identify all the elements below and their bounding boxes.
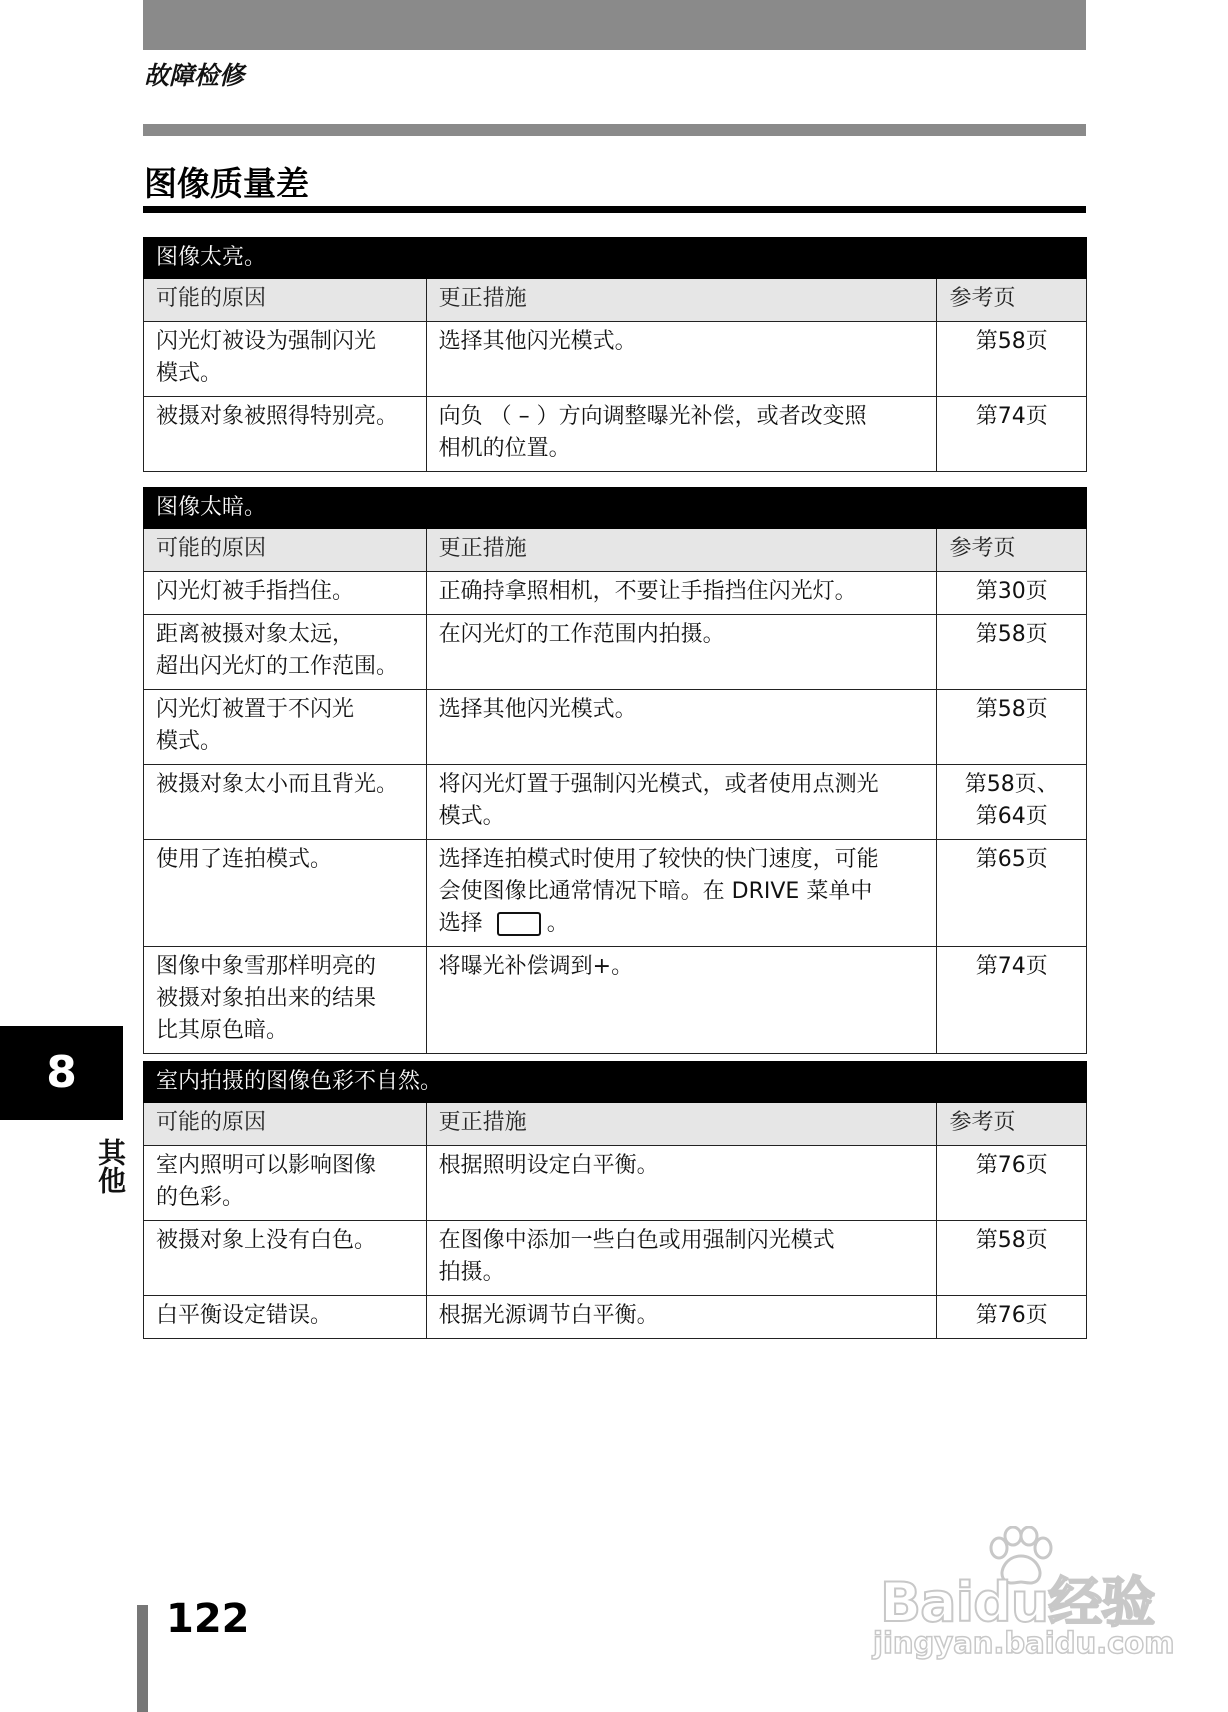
ref-text: 第30页 [975, 579, 1048, 604]
table-too-bright [143, 237, 1087, 472]
remedy-text: 选择其他闪光模式。 [438, 329, 637, 354]
ref-text: 第58页 [975, 1228, 1048, 1253]
table-row [144, 840, 1087, 947]
table-title: 图像太暗。 [144, 488, 1087, 529]
remedy-text: 选择其他闪光模式。 [438, 697, 637, 722]
cause-cell [144, 840, 427, 947]
ref-text: 第58页 [975, 329, 1048, 354]
remedy-text: 将曝光补偿调到+。 [438, 954, 634, 979]
table-row [144, 1146, 1087, 1221]
remedy-cell [426, 1221, 937, 1296]
cause-cell [144, 1146, 427, 1221]
ref-cell [937, 1296, 1087, 1339]
chapter-tab-label: 其他 [94, 1138, 127, 1194]
header-ref: 参考页 [937, 1103, 1087, 1146]
cause-text: 被摄对象上没有白色。 [156, 1228, 377, 1253]
table-unnatural-color [143, 1061, 1087, 1339]
table-title-row [144, 238, 1087, 279]
ref-cell [937, 322, 1087, 397]
ref-cell [937, 690, 1087, 765]
remedy-text: 选择连拍模式时使用了较快的快门速度，可能 会使图像比通常情况下暗。在 DRIVE 菜单中 选择 [438, 847, 879, 936]
cause-text: 使用了连拍模式。 [156, 847, 333, 872]
grey-divider [143, 124, 1086, 136]
top-grey-bar [143, 0, 1086, 50]
page-number: 122 [166, 1596, 250, 1642]
table-header-row [144, 1103, 1087, 1146]
remedy-cell [426, 690, 937, 765]
title-underline [143, 206, 1086, 213]
cause-cell [144, 690, 427, 765]
cause-text: 被摄对象被照得特别亮。 [156, 404, 399, 429]
table-title: 室内拍摄的图像色彩不自然。 [144, 1062, 1087, 1103]
table-row [144, 1296, 1087, 1339]
remedy-cell [426, 1146, 937, 1221]
remedy-cell [426, 615, 937, 690]
remedy-cell [426, 947, 937, 1054]
ref-text: 第58页 [975, 622, 1048, 647]
watermark-url: jingyan.baidu.com [873, 1626, 1175, 1660]
cause-cell [144, 572, 427, 615]
ref-cell [937, 1221, 1087, 1296]
cause-cell [144, 322, 427, 397]
cause-cell [144, 947, 427, 1054]
header-ref: 参考页 [937, 529, 1087, 572]
table-row [144, 322, 1087, 397]
ref-text: 第76页 [975, 1303, 1048, 1328]
cause-text: 图像中象雪那样明亮的 被摄对象拍出来的结果 比其原色暗。 [156, 954, 377, 1043]
table-row [144, 397, 1087, 472]
table-header-row [144, 279, 1087, 322]
cause-cell [144, 1296, 427, 1339]
remedy-text: 向负 （ – ）方向调整曝光补偿，或者改变照 相机的位置。 [438, 404, 867, 461]
cause-text: 距离被摄对象太远， 超出闪光灯的工作范围。 [156, 622, 399, 679]
remedy-text: 正确持拿照相机，不要让手指挡住闪光灯。 [438, 579, 857, 604]
remedy-text: 在闪光灯的工作范围内拍摄。 [438, 622, 725, 647]
ref-cell [937, 947, 1087, 1054]
remedy-cell [426, 572, 937, 615]
table-too-dark [143, 487, 1087, 1054]
remedy-text: 将闪光灯置于强制闪光模式，或者使用点测光 模式。 [438, 772, 879, 829]
header-remedy: 更正措施 [426, 1103, 937, 1146]
ref-text: 第76页 [975, 1153, 1048, 1178]
table-title-row [144, 1062, 1087, 1103]
ref-cell [937, 615, 1087, 690]
watermark-brand: Baidu经验 [880, 1571, 1155, 1634]
header-remedy: 更正措施 [426, 279, 937, 322]
ref-cell [937, 765, 1087, 840]
cause-text: 室内照明可以影响图像 的色彩。 [156, 1153, 377, 1210]
cause-cell [144, 615, 427, 690]
page-title: 图像质量差 [144, 164, 309, 203]
table-row [144, 690, 1087, 765]
header-remedy: 更正措施 [426, 529, 937, 572]
page-number-bar [137, 1605, 148, 1712]
cause-text: 白平衡设定错误。 [156, 1303, 333, 1328]
table-header-row [144, 529, 1087, 572]
header-ref: 参考页 [937, 279, 1087, 322]
header-cause: 可能的原因 [144, 529, 427, 572]
table-row [144, 1221, 1087, 1296]
remedy-cell [426, 840, 937, 947]
ref-cell [937, 397, 1087, 472]
ref-cell [937, 840, 1087, 947]
table-row [144, 572, 1087, 615]
chapter-tab-number: 8 [0, 1026, 123, 1120]
remedy-cell [426, 765, 937, 840]
ref-text: 第58页 [975, 697, 1048, 722]
cause-cell [144, 397, 427, 472]
table-row [144, 947, 1087, 1054]
remedy-text: 在图像中添加一些白色或用强制闪光模式 拍摄。 [438, 1228, 835, 1285]
cause-text: 闪光灯被设为强制闪光 模式。 [156, 329, 377, 386]
cause-text: 闪光灯被置于不闪光 模式。 [156, 697, 355, 754]
remedy-text: 根据照明设定白平衡。 [438, 1153, 659, 1178]
remedy-suffix: 。 [546, 911, 569, 936]
cause-cell [144, 1221, 427, 1296]
table-title-row [144, 488, 1087, 529]
ref-text: 第74页 [975, 404, 1048, 429]
cause-text: 闪光灯被手指挡住。 [156, 579, 355, 604]
section-label: 故障检修 [144, 61, 245, 90]
single-frame-drive-icon [497, 912, 541, 936]
remedy-cell [426, 397, 937, 472]
ref-text: 第65页 [975, 847, 1048, 872]
header-cause: 可能的原因 [144, 279, 427, 322]
remedy-cell [426, 1296, 937, 1339]
ref-text: 第74页 [975, 954, 1048, 979]
ref-text: 第58页、 第64页 [964, 772, 1059, 829]
table-row [144, 765, 1087, 840]
header-cause: 可能的原因 [144, 1103, 427, 1146]
table-row [144, 615, 1087, 690]
cause-cell [144, 765, 427, 840]
remedy-text: 根据光源调节白平衡。 [438, 1303, 659, 1328]
ref-cell [937, 572, 1087, 615]
remedy-cell [426, 322, 937, 397]
ref-cell [937, 1146, 1087, 1221]
cause-text: 被摄对象太小而且背光。 [156, 772, 399, 797]
table-title: 图像太亮。 [144, 238, 1087, 279]
